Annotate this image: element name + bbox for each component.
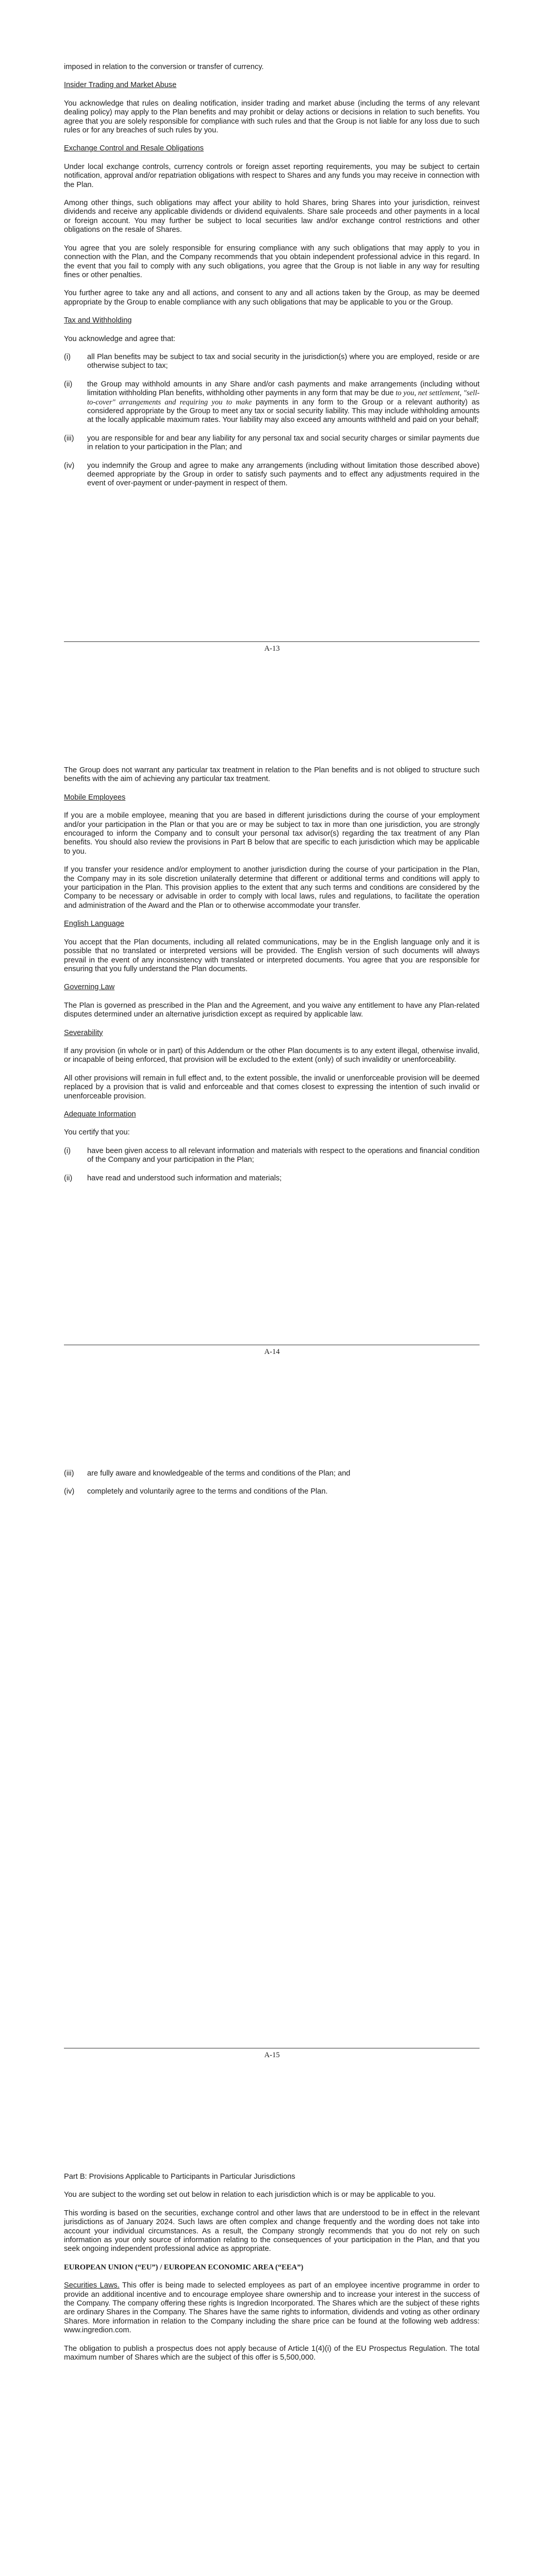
mobile-employees-paragraph-2: If you transfer your residence and/or employment to another jurisdiction during the course of your participation in the Plan, the Company may in its sole discretion unilaterally determine that different or additional terms and conditions will apply to your participation in the Plan. This provision applies to the extent that any such terms and conditions are considered by the Company to be necessary or advisable in order to comply with local laws, rules and regulations, to facilitate the operation and administration of the Award and the Plan or to otherwise accommodate your transfer. (64, 866, 480, 910)
list-item (64, 380, 480, 425)
page-a16 (0, 2110, 544, 2576)
intro-line: imposed in relation to the conversion or transfer of currency. (64, 63, 264, 71)
list-item-text-part: the Group may withhold amounts in any Share and/or cash payments and make arrangements (including without limitation withholding Plan benefits, withholding other payments in any form that may be due (87, 380, 480, 398)
footer-rule (64, 641, 480, 642)
list-item-number: (iii) (64, 1469, 74, 1478)
english-language-paragraph: You accept that the Plan documents, including all related communications, may be in the English language only and it is possible that no translated or interpreted versions will be provided. The English version of such documents will always prevail in the event of any inconsistency with translated or interpreted documents. You agree that you are responsible for ensuring that you fully understand the Plan documents. (64, 938, 480, 973)
list-item (64, 462, 480, 488)
list-item-text-serif-part: to you, net settlement, "sell-to-cover" arrangements and requiring you to make (87, 389, 480, 406)
page-a16-content (64, 2173, 480, 2363)
page-a13 (0, 0, 544, 703)
exchange-control-paragraph-1: Under local exchange controls, currency controls or foreign asset reporting requirements, you may be subject to certain notification, approval and/or repatriation obligations with respect to Shares and any funds you may receive in connection with the Plan. (64, 162, 480, 189)
list-item-text: all Plan benefits may be subject to tax and social security in the jurisdiction(s) where you are employed, reside or are otherwise subject to tax; (87, 352, 480, 370)
list-item-text-tail: payments in any form to the Group or a relevant authority) as considered appropriate by the Group to meet any tax or social security liability. This may include withholding amounts at the locally applicable maximum rates. Your liability may also exceed any amounts withheld and paid on your behalf; (87, 398, 480, 425)
list-item-text (87, 380, 480, 425)
list-item-text: you indemnify the Group and agree to make any arrangements (including without limitation those described above) deemed appropriate by the Group in order to satisfy such payments and to effect any adjustments required in the event of over-payment or under-payment in respect of them. (87, 461, 480, 488)
list-item (64, 1147, 480, 1165)
list-item (64, 1174, 480, 1183)
list-item-number: (i) (64, 352, 71, 361)
prospectus-paragraph: The obligation to publish a prospectus does not apply because of Article 1(4)(i) of the EU Prospectus Regulation. The total maximum number of Shares which are the subject of this offer is 5,500,000. (64, 2344, 480, 2362)
severability-paragraph-2: All other provisions will remain in full effect and, to the extent possible, the invalid or unenforceable provision will be deemed replaced by a provision that is valid and enforceable and that comes closest to expressing the intention of such invalid or unenforceable provision. (64, 1074, 480, 1100)
part-b-title: Part B: Provisions Applicable to Participants in Particular Jurisdictions (64, 2173, 295, 2181)
exchange-control-paragraph-4: You further agree to take any and all actions, and consent to any and all actions taken by the Group, as may be deemed appropriate by the Group to enable compliance with any such obligations that may be applicable to you or the Group. (64, 289, 480, 307)
list-item-text: have read and understood such information and materials; (87, 1174, 282, 1182)
part-b-intro-paragraph: You are subject to the wording set out below in relation to each jurisdiction which is or may be applicable to you. (64, 2191, 436, 2199)
list-item-number: (iv) (64, 1487, 75, 1496)
page-number: A-13 (264, 645, 280, 653)
exchange-control-paragraph-3: You agree that you are solely responsible for ensuring compliance with any such obligations that may apply to you in connection with the Plan, and the Company recommends that you obtain independent professional advice in this regard. In the event that you fail to comply with any such obligations, you agree that the Group is not liable in any way for resulting fines or other penalties. (64, 244, 480, 279)
english-language-heading: English Language (64, 920, 124, 928)
list-item-number: (iv) (64, 461, 75, 470)
governing-law-paragraph: The Plan is governed as prescribed in the Plan and the Agreement, and you waive any entitlement to have any Plan-related disputes determined under an alternative jurisdiction except as required by applicable law. (64, 1001, 480, 1019)
securities-laws-text: This offer is being made to selected employees as part of an employee incentive programme in order to provide an additional incentive and to encourage employee share ownership and to increase your interest in the success of the Company. The company offering these rights is Ingredion Incorporated. The Shares which are the subject of these rights are ordinary Shares in the Company. The Shares have the same rights to information, dividends and voting as other ordinary Shares. More information in relation to the Company including the share price can be found at the following web address: www.ingredion.com. (64, 2281, 480, 2335)
laws-disclaimer-paragraph: This wording is based on the securities, exchange control and other laws that are understood to be in effect in the relevant jurisdictions as of January 2024. Such laws are often complex and change frequently and the wording does not take into account your individual circumstances. As a result, the Company strongly recommends that you do not rely on such information as your only source of information relating to the consequences of your participation in the Plan, and that you seek ongoing independent professional advice as appropriate. (64, 2209, 480, 2253)
page-a14-content (64, 766, 480, 1183)
severability-paragraph-1: If any provision (in whole or in part) of this Addendum or the other Plan documents is to any extent illegal, otherwise invalid, or incapable of being enforced, that provision will be excluded to the extent (only) of such invalidity or unenforceability. (64, 1046, 480, 1064)
list-item-number: (ii) (64, 1174, 73, 1182)
list-item-number: (iii) (64, 434, 74, 443)
insider-trading-paragraph: You acknowledge that rules on dealing notification, insider trading and market abuse (including the terms of any relevant dealing policy) may apply to the Plan benefits and may prohibit or delay actions or decisions in relation to such benefits. You agree that you are solely responsible for compliance with such rules and that the Group is not liable for any loss due to such rules or for any breaches of such rules by you. (64, 99, 480, 135)
eu-eea-heading: EUROPEAN UNION (“EU”) / EUROPEAN ECONOMIC AREA (“EEA”) (64, 2263, 304, 2272)
list-item-text: have been given access to all relevant information and materials with respect to the operations and financial condition of the Company and your participation in the Plan; (87, 1146, 480, 1164)
adequate-information-heading: Adequate Information (64, 1110, 136, 1118)
page-number: A-15 (264, 2051, 280, 2059)
tax-intro: You acknowledge and agree that: (64, 334, 176, 343)
list-item (64, 434, 480, 452)
page-a15 (0, 1406, 544, 2110)
securities-laws-paragraph (64, 2281, 480, 2335)
governing-law-heading: Governing Law (64, 983, 115, 992)
tax-withholding-heading: Tax and Withholding (64, 316, 132, 325)
adequate-information-intro: You certify that you: (64, 1128, 130, 1137)
list-item (64, 1469, 480, 1478)
list-item-text: are fully aware and knowledgeable of the terms and conditions of the Plan; and (87, 1469, 351, 1478)
page-a13-content (64, 63, 480, 488)
list-item (64, 353, 480, 371)
insider-trading-heading: Insider Trading and Market Abuse (64, 81, 177, 90)
list-item (64, 1487, 480, 1496)
list-item-number: (i) (64, 1146, 71, 1155)
mobile-employees-paragraph-1: If you are a mobile employee, meaning that you are based in different jurisdictions during the course of your employment and/or your participation in the Plan or that you are or may be subject to tax in more than one jurisdiction, you are strongly encouraged to inform the Company and to consult your personal tax advisor(s) regarding the tax treatment of any Plan benefits. You should also review the provisions in Part B below that are specific to each jurisdiction which may be applicable to you. (64, 811, 480, 856)
securities-laws-label: Securities Laws. (64, 2281, 120, 2290)
exchange-control-heading: Exchange Control and Resale Obligations (64, 144, 204, 153)
page-number: A-14 (264, 1348, 280, 1356)
page-a14 (0, 703, 544, 1406)
mobile-employees-heading: Mobile Employees (64, 793, 126, 802)
list-item-number: (ii) (64, 380, 73, 388)
tax-treatment-paragraph: The Group does not warrant any particular tax treatment in relation to the Plan benefits and is not obliged to structure such benefits with the aim of achieving any particular tax treatment. (64, 766, 480, 784)
severability-heading: Severability (64, 1028, 103, 1037)
page-a15-content (64, 1469, 480, 1497)
exchange-control-paragraph-2: Among other things, such obligations may affect your ability to hold Shares, bring Shares into your jurisdiction, reinvest dividends and receive any applicable dividends or dividend equivalents. Share sale proceeds and other payments in a local or foreign account. You may further be subject to local securities law and/or exchange control restrictions and other obligations on the resale of Shares. (64, 199, 480, 234)
list-item-text: completely and voluntarily agree to the terms and conditions of the Plan. (87, 1487, 328, 1496)
list-item-text: you are responsible for and bear any liability for any personal tax and social security charges or similar payments due in relation to your participation in the Plan; and (87, 434, 480, 452)
